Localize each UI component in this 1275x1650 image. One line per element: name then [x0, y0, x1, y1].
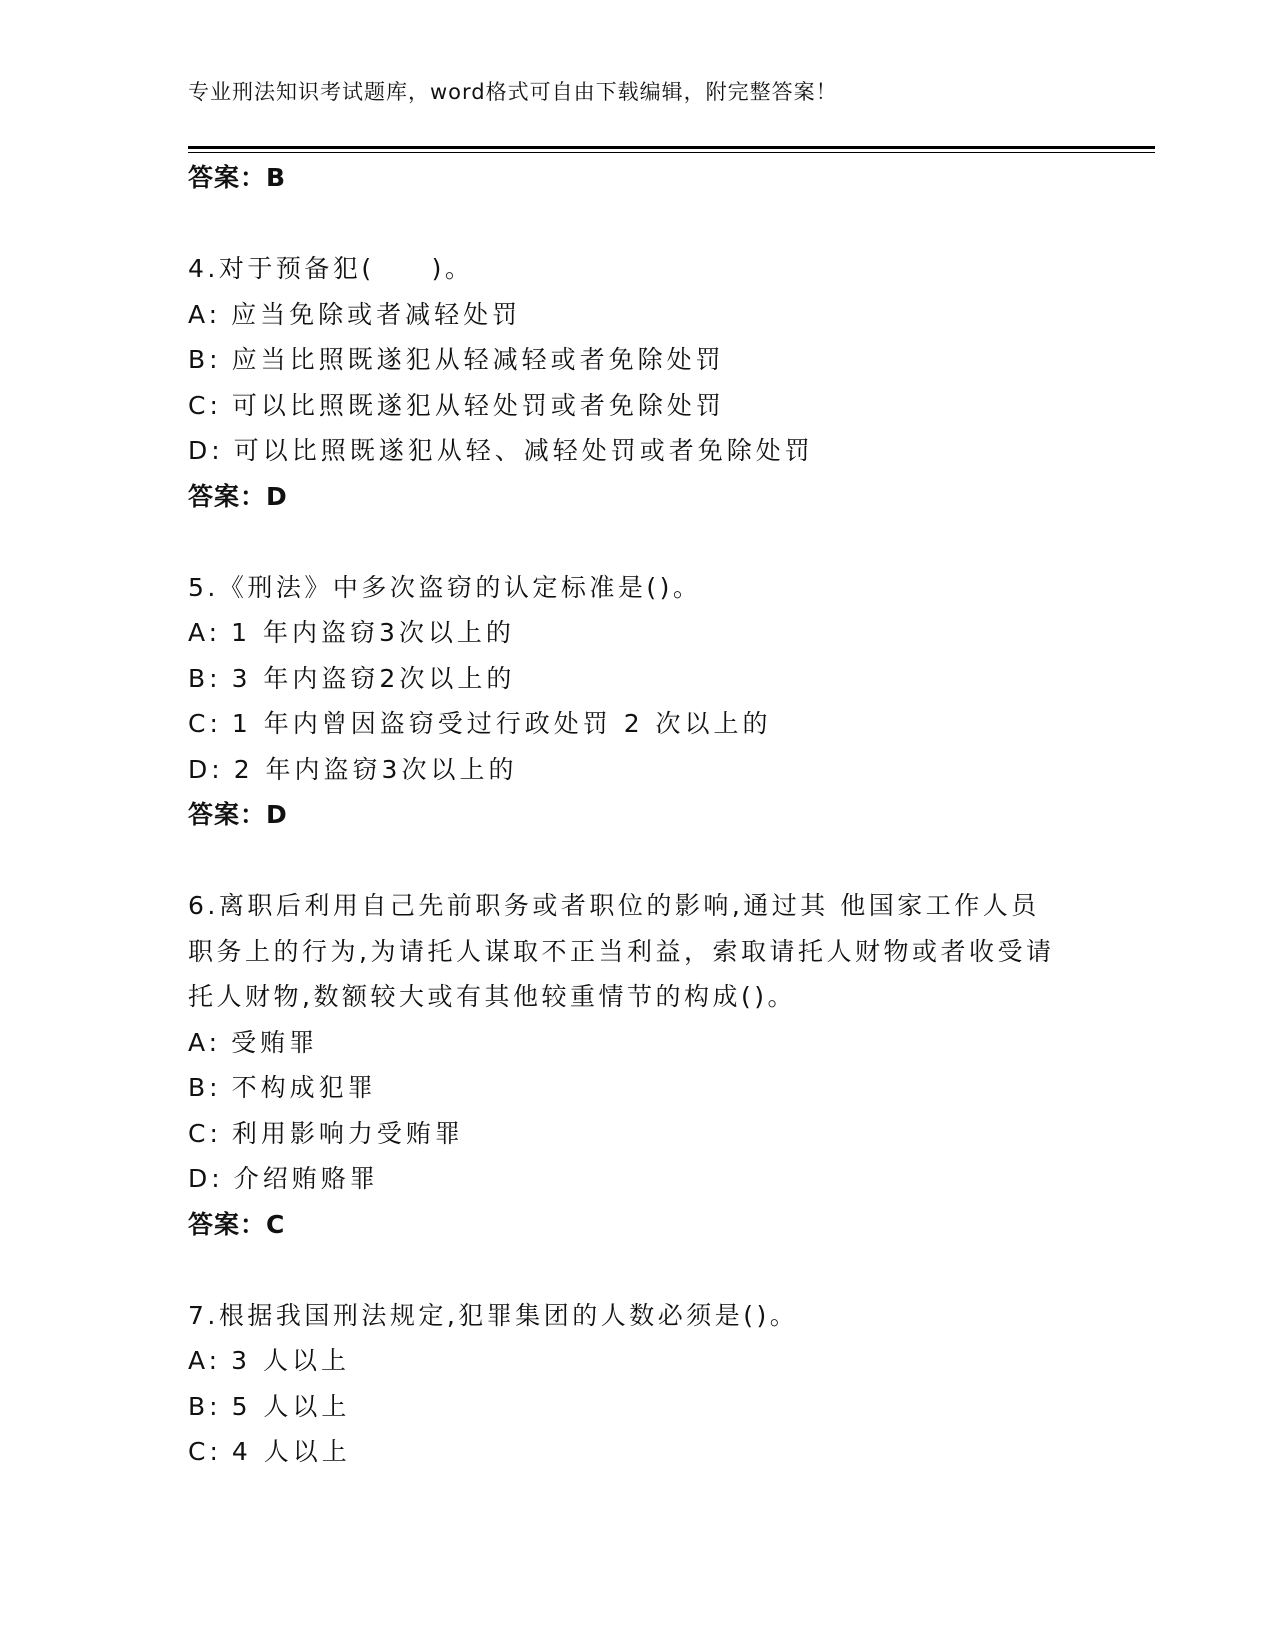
question-block [188, 1293, 1088, 1339]
block-spacer [188, 1248, 1088, 1293]
question-text-line: 7.根据我国刑法规定,犯罪集团的人数必须是()。 [188, 1300, 799, 1330]
option-letter: A: [188, 299, 222, 329]
question-text-line: 托人财物,数额较大或有其他较重情节的构成()。 [188, 982, 796, 1011]
header-rule-thin [188, 152, 1155, 153]
question-text-line: 5.《刑法》中多次盗窃的认定标准是()。 [188, 572, 702, 602]
option-text: 1 年内曾因盗窃受过行政处罚 2 次以上的 [231, 709, 772, 738]
option-text: 3 年内盗窃2次以上的 [231, 663, 516, 693]
option-text: 可以比照既遂犯从轻、减轻处罚或者免除处罚 [233, 436, 814, 465]
header-rule-thick [188, 146, 1155, 149]
question-block [188, 565, 1088, 611]
document-body [188, 155, 1088, 1475]
option-text: 受贿罪 [231, 1027, 319, 1057]
question-text-line: 职务上的行为,为请托人谋取不正当利益，索取请托人财物或者收受请 [188, 936, 1055, 966]
option-letter: C: [188, 390, 222, 420]
option-letter: A: [188, 1027, 222, 1057]
option-letter: C: [188, 709, 222, 738]
option-text: 5 人以上 [231, 1391, 351, 1421]
option-letter: D: [188, 1164, 224, 1193]
answer-line: 答案：D [188, 800, 288, 829]
option-item [188, 1156, 1088, 1202]
option-text: 不构成犯罪 [231, 1073, 377, 1102]
option-letter: A: [188, 1346, 222, 1375]
block-spacer [188, 201, 1088, 246]
option-letter: C: [188, 1437, 222, 1466]
question-text-line: 6.离职后利用自己先前职务或者职位的影响,通过其 他国家工作人员 [188, 891, 1040, 920]
block-spacer [188, 520, 1088, 565]
option-letter: B: [188, 1391, 222, 1421]
answer-line: 答案：C [188, 1209, 286, 1239]
option-item [188, 383, 1088, 429]
option-text: 应当免除或者减轻处罚 [231, 299, 522, 329]
question-block [188, 883, 1088, 1020]
option-letter: D: [188, 436, 224, 465]
option-text: 2 年内盗窃3次以上的 [233, 754, 518, 784]
block-spacer [188, 838, 1088, 883]
option-text: 3 人以上 [231, 1346, 350, 1375]
option-item [188, 1429, 1088, 1475]
question-text-line: 4.对于预备犯( )。 [188, 254, 474, 283]
option-text: 4 人以上 [231, 1437, 351, 1466]
option-item [188, 701, 1088, 747]
option-item [188, 337, 1088, 383]
answer-line: 答案：B [188, 163, 287, 192]
option-letter: A: [188, 618, 222, 647]
option-letter: C: [188, 1118, 222, 1148]
option-item [188, 1384, 1088, 1430]
option-letter: B: [188, 345, 222, 374]
option-item [188, 1111, 1088, 1157]
option-letter: D: [188, 754, 224, 784]
option-text: 应当比照既遂犯从轻减轻或者免除处罚 [231, 345, 725, 374]
answer-line: 答案：D [188, 481, 288, 511]
option-item [188, 1020, 1088, 1066]
page-header: 专业刑法知识考试题库，word格式可自由下载编辑，附完整答案！ [188, 80, 838, 104]
option-text: 介绍贿赂罪 [233, 1164, 379, 1193]
option-letter: B: [188, 1073, 222, 1102]
option-text: 可以比照既遂犯从轻处罚或者免除处罚 [231, 390, 725, 420]
option-item [188, 1338, 1088, 1384]
option-text: 利用影响力受贿罪 [231, 1118, 464, 1148]
option-letter: B: [188, 663, 222, 693]
option-item [188, 656, 1088, 702]
option-item [188, 428, 1088, 474]
option-text: 1 年内盗窃3次以上的 [231, 618, 515, 647]
option-item [188, 747, 1088, 793]
option-item [188, 610, 1088, 656]
option-item [188, 292, 1088, 338]
question-block [188, 246, 1088, 292]
option-item [188, 1065, 1088, 1111]
